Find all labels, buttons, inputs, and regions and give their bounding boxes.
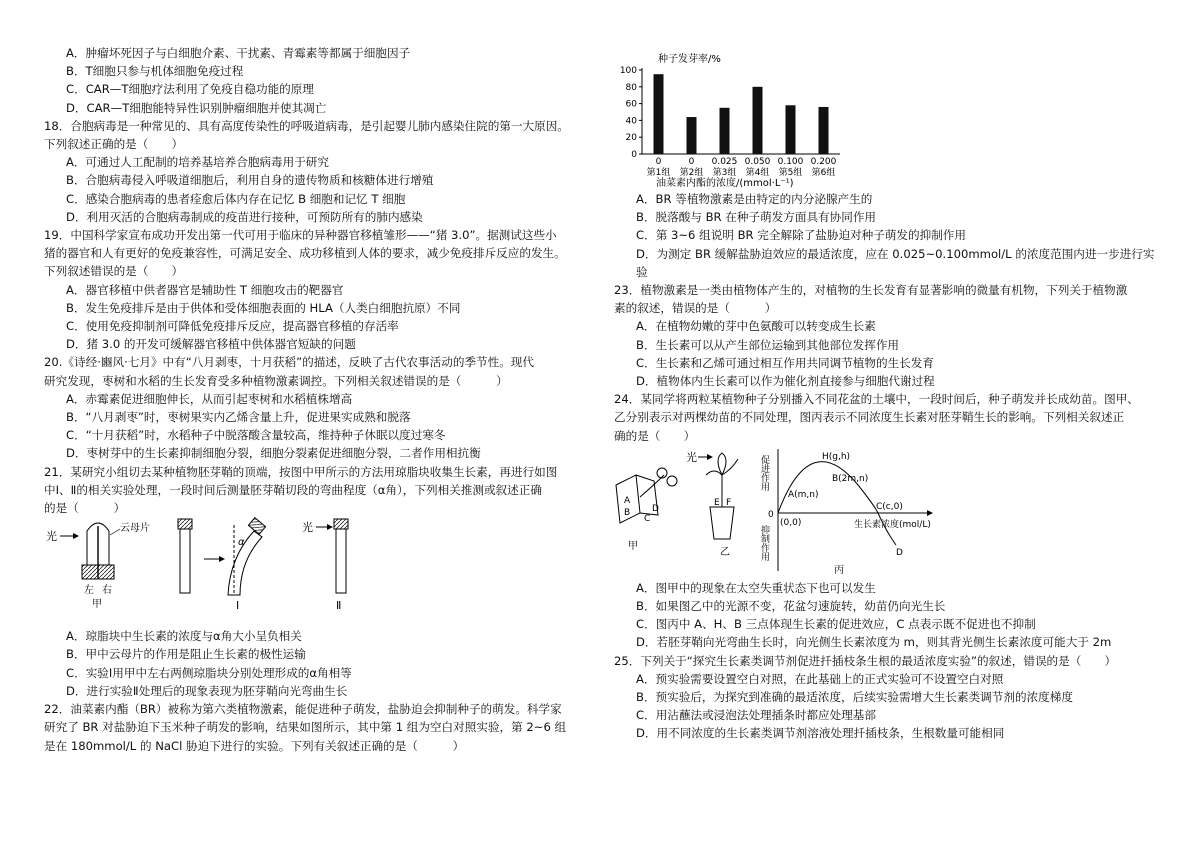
q20-option-d: D．枣树芽中的生长素抑制细胞分裂，细胞分裂素促进细胞分裂，二者作用相抗衡 [66, 446, 481, 461]
bar-6 [819, 107, 829, 154]
q22-option-c: C．第 3~6 组说明 BR 完全解除了盐胁迫对种子萌发的抑制作用 [636, 228, 966, 243]
figure-yi [686, 450, 738, 558]
q23-stem-line2: 素的叙述，错误的是（ ） [614, 301, 777, 316]
x-tick-group: 第1组 [646, 168, 671, 178]
fig-jia-label: 甲 [92, 599, 102, 611]
x-tick-group: 第6组 [811, 168, 836, 178]
q24-option-d: D．若胚芽鞘向光弯曲生长时，向光侧生长素浓度为 m，则其背光侧生长素浓度可能大于 2m [636, 635, 1112, 650]
point-D: D [896, 547, 903, 558]
right-column [614, 52, 1174, 743]
q21-stem-line2: 中Ⅰ、Ⅱ的相关实验处理，一段时间后测量胚芽鞘切段的弯曲程度（α角），下列相关推测或叙述正确 [44, 482, 542, 497]
q23-option-b: B．生长素可以从产生部位运输到其他部位发挥作用 [636, 337, 900, 352]
bar-2 [687, 117, 697, 154]
y-tick-label: 20 [625, 133, 637, 144]
q17-option-a: A．肿瘤坏死因子与白细胞介素、干扰素、青霉素等都属于细胞因子 [66, 46, 411, 60]
q17-option-c: C．CAR—T细胞疗法利用了免疫自稳功能的原理 [66, 82, 314, 97]
fig-1-label: Ⅰ [236, 599, 240, 613]
x-tick-group: 第4组 [745, 168, 770, 178]
q24-stem-line3: 确的是（ ） [614, 428, 696, 443]
x-tick-concentration: 0.200 [810, 157, 837, 167]
chart-title: 种子发芽率/% [658, 54, 721, 65]
point-O: (0,0) [780, 517, 802, 528]
q25-option-c: C．用沾蘸法或浸泡法处理插条时都应处理基部 [636, 708, 876, 723]
q19-stem-line3: 下列叙述错误的是（ ） [44, 264, 184, 279]
q21-figure [44, 517, 604, 627]
x-tick-concentration: 0.050 [744, 157, 771, 167]
x-tick-concentration: 0.100 [777, 157, 804, 167]
right-label: 右 [102, 585, 112, 597]
figure-bing [759, 449, 932, 576]
q19-stem-line1: 19．中国科学家宣布成功开发出第一代可用于临床的异种器官移植雏形——“猪 3.0”。据测试这些小 [44, 228, 557, 243]
q22-option-a: A．BR 等植物激素是由特定的内分泌腺产生的 [636, 192, 873, 206]
mica-label: 云母片 [120, 523, 150, 535]
q18-option-a: A．可通过人工配制的培养基培养合胞病毒用于研究 [66, 155, 329, 170]
q24-option-a: A．图甲中的现象在太空失重状态下也可以发生 [636, 580, 876, 595]
bar-3 [720, 108, 730, 154]
fig24-bing-label: 丙 [834, 564, 844, 576]
label-A: A [624, 495, 631, 506]
q21-option-a: A．琼脂块中生长素的浓度与α角大小呈负相关 [66, 629, 302, 644]
x-tick-concentration: 0 [655, 157, 662, 167]
q18-option-b: B．合胞病毒侵入呼吸道细胞后，利用自身的遗传物质和核糖体进行增殖 [66, 173, 434, 188]
q18-stem-line2: 下列叙述正确的是（ ） [44, 137, 184, 152]
point-A: A(m,n) [788, 489, 819, 500]
germination-chart [614, 52, 1174, 190]
fig-2-label: Ⅱ [336, 599, 342, 613]
q22-option-b: B．脱落酸与 BR 在种子萌发方面具有协同作用 [636, 210, 877, 225]
chart-xlabel: 油菜素内酯的浓度/(mmol·L⁻¹) [656, 178, 794, 189]
q24-stem-line1: 24．某同学将两粒某植物种子分别播入不同花盆的土壤中，一段时间后，种子萌发并长成幼苗。图甲、 [614, 392, 1139, 407]
q23-option-a: A．在植物幼嫩的芽中色氨酸可以转变成生长素 [636, 319, 876, 334]
q25-stem-line1: 25．下列关于“探究生长素类调节剂促进扦插枝条生根的最适浓度实验”的叙述，错误的是（ ） [614, 653, 1117, 668]
x-tick-group: 第3组 [712, 168, 737, 178]
q24-option-c: C．图丙中 A、H、B 三点体现生长素的促进效应，C 点表示既不促进也不抑制 [636, 617, 1036, 632]
y-tick-label: 40 [625, 116, 637, 127]
y-tick-label: 0 [631, 150, 637, 160]
q20-stem-line1: 20.《诗经·豳风·七月》中有“八月剥枣，十月获稻”的描述，反映了古代农事活动的季节性。现代 [44, 355, 534, 370]
left-label: 左 [84, 585, 94, 597]
q24-stem-line2: 乙分别表示对两棵幼苗的不同处理，图丙表示不同浓度生长素对胚芽鞘生长的影响。下列相关叙述正 [614, 410, 1125, 425]
fig21-light-label-jia: 光 [46, 530, 57, 544]
point-H: H(g,h) [822, 451, 851, 462]
y-tick-label: 100 [619, 66, 637, 76]
label-D: D [652, 503, 659, 514]
q25-option-d: D．用不同浓度的生长素类调节剂溶液处理扦插枝条，生根数量可能相同 [636, 726, 1005, 741]
q23-stem-line1: 23．植物激素是一类由植物体产生的，对植物的生长发育有显著影响的微量有机物，下列关于植物激 [614, 283, 1128, 298]
x-tick-group: 第2组 [679, 168, 704, 178]
q18-stem-line1: 18．合胞病毒是一种常见的、具有高度传染性的呼吸道病毒，是引起婴儿肺内感染住院的第一大原因。 [44, 118, 569, 133]
q20-stem-line2: 研究发现，枣树和水稻的生长发育受多种植物激素调控。下列相关叙述错误的是（ ） [44, 373, 508, 388]
apparatus-1 [178, 518, 266, 612]
q22-stem-line1: 22．油菜素内酯（BR）被称为第六类植物激素，能促进种子萌发，盐胁迫会抑制种子的萌发。科学家 [44, 702, 562, 717]
inhibit-label: 抑制作用 [759, 524, 769, 561]
q20-option-c: C．“十月获稻”时，水稻种子中脱落酸含量较高，维持种子休眠以度过寒冬 [66, 428, 446, 443]
label-E: E [714, 497, 720, 508]
q19-option-b: B．发生免疫排斥是由于供体和受体细胞表面的 HLA（人类白细胞抗原）不同 [66, 300, 461, 315]
bar-4 [753, 87, 763, 154]
q21-stem-line3: 的是（ ） [44, 501, 126, 516]
q21-option-c: C．实验Ⅰ用甲中左右两侧琼脂块分别处理形成的α角相等 [66, 665, 352, 680]
q23-option-d: D．植物体内生长素可以作为催化剂直接参与细胞代谢过程 [636, 374, 935, 389]
q18-option-d: D．利用灭活的合胞病毒制成的疫苗进行接种，可预防所有的肺内感染 [66, 209, 423, 224]
zero-label: 0 [768, 509, 774, 520]
x-tick-group: 第5组 [778, 168, 803, 178]
y-tick-label: 60 [625, 99, 637, 110]
fig21-light-label-2: 光 [302, 521, 313, 535]
alpha-label: α [238, 537, 245, 549]
x-axis-label: 生长素浓度(mol/L) [854, 519, 931, 530]
bar-1 [654, 74, 664, 154]
germination-chart-svg [614, 52, 874, 190]
q25-option-a: A．预实验需要设置空白对照，在此基础上的正式实验可不设置空白对照 [636, 671, 1004, 686]
point-B: B(2m,n) [832, 473, 869, 484]
q23-option-c: C．生长素和乙烯可通过相互作用共同调节植物的生长发育 [636, 355, 934, 370]
q22-option-d-cont: 验 [636, 264, 648, 279]
apparatus-2 [302, 519, 348, 612]
q20-option-a: A．赤霉素促进细胞伸长，从而引起枣树和水稻植株增高 [66, 391, 353, 406]
q21-option-b: B．甲中云母片的作用是阻止生长素的极性运输 [66, 647, 306, 662]
q19-option-d: D．猪 3.0 的开发可缓解器官移植中供体器官短缺的问题 [66, 337, 356, 352]
fig24-jia-label: 甲 [628, 540, 638, 552]
promote-label: 促进作用 [759, 454, 769, 491]
left-column [44, 44, 604, 755]
q25-option-b: B．预实验后，为探究到准确的最适浓度，后续实验需增大生长素类调节剂的浓度梯度 [636, 690, 1073, 705]
q21-option-d: D．进行实验Ⅱ处理后的现象表现为胚芽鞘向光弯曲生长 [66, 683, 348, 698]
label-C: C [644, 513, 651, 524]
q19-stem-line2: 猪的器官和人有更好的免疫兼容性，可满足安全、成功移植到人体的要求，减少免疫排斥反应的发生。 [44, 246, 566, 261]
q21-figure-svg [44, 517, 604, 627]
q22-stem-line3: 是在 180mmol/L 的 NaCl 胁迫下进行的实验。下列有关叙述正确的是（ ） [44, 738, 465, 753]
q18-option-c: C．感染合胞病毒的患者痊愈后体内存在记忆 B 细胞和记忆 T 细胞 [66, 191, 406, 206]
label-F: F [726, 497, 732, 508]
y-tick-label: 80 [625, 82, 637, 93]
fig24-light-label: 光 [686, 450, 697, 464]
q22-option-d: D．为测定 BR 缓解盐胁迫效应的最适浓度，应在 0.025~0.100mmol/L 的浓度范围内进一步进行实 [636, 246, 1155, 261]
point-C: C(c,0) [876, 501, 903, 512]
q17-option-d: D．CAR—T细胞能特异性识别肿瘤细胞并使其凋亡 [66, 100, 327, 115]
apparatus-jia [46, 521, 150, 610]
label-B: B [624, 507, 631, 518]
x-tick-concentration: 0.025 [711, 157, 738, 167]
x-tick-concentration: 0 [688, 157, 695, 167]
q20-option-b: B．“八月剥枣”时，枣树果实内乙烯含量上升，促进果实成熟和脱落 [66, 410, 411, 425]
q19-option-a: A．器官移植中供者器官是辅助性 T 细胞攻击的靶器官 [66, 282, 344, 297]
bar-5 [786, 105, 796, 154]
figure-jia [616, 468, 677, 552]
fig24-yi-label: 乙 [720, 546, 730, 558]
q24-option-b: B．如果图乙中的光源不变，花盆匀速旋转，幼苗仍向光生长 [636, 599, 946, 614]
q19-option-c: C．使用免疫抑制剂可降低免疫排斥反应，提高器官移植的存活率 [66, 319, 399, 334]
q24-figure-svg [614, 445, 1174, 579]
q24-figure [614, 445, 1174, 579]
q17-option-b: B．T细胞只参与机体细胞免疫过程 [66, 64, 244, 79]
q22-stem-line2: 研究了 BR 对盐胁迫下玉米种子萌发的影响，结果如图所示，其中第 1 组为空白对照实验，第 2~6 组 [44, 720, 567, 735]
q21-stem-line1: 21．某研究小组切去某种植物胚芽鞘的顶端，按图中甲所示的方法用琼脂块收集生长素，再进行如图 [44, 464, 558, 479]
